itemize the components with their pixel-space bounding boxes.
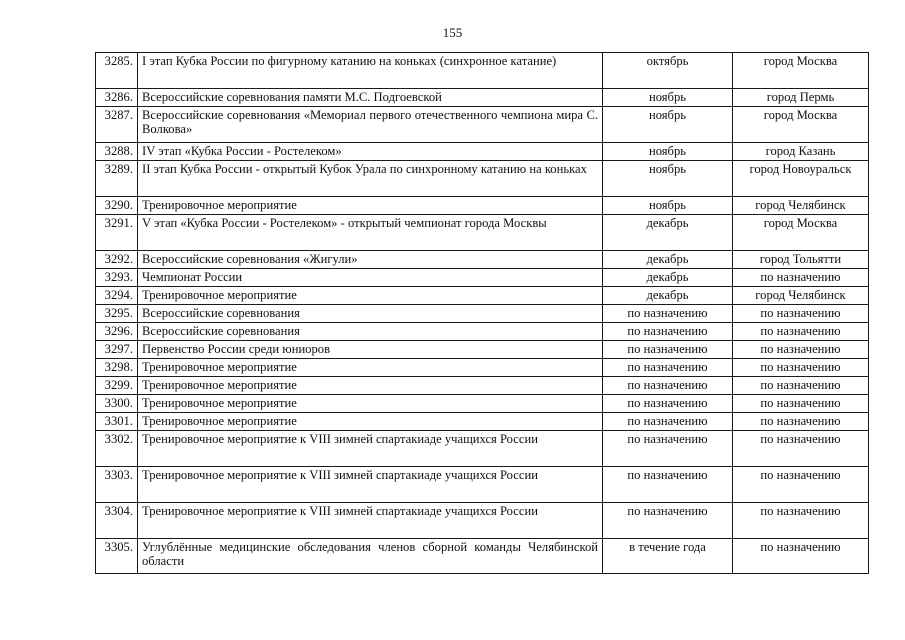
event-name: Всероссийские соревнования «Мемориал первого отечественного чемпиона мира С. Волкова» — [138, 107, 603, 143]
event-place: по назначению — [733, 269, 869, 287]
row-number: 3297. — [96, 341, 138, 359]
row-number: 3298. — [96, 359, 138, 377]
event-date: ноябрь — [603, 107, 733, 143]
row-number: 3286. — [96, 89, 138, 107]
row-number: 3288. — [96, 143, 138, 161]
event-date: ноябрь — [603, 89, 733, 107]
event-date: по назначению — [603, 467, 733, 503]
row-number: 3299. — [96, 377, 138, 395]
event-name: Тренировочное мероприятие — [138, 377, 603, 395]
event-name: I этап Кубка России по фигурному катанию на коньках (синхронное катание) — [138, 53, 603, 89]
row-number: 3290. — [96, 197, 138, 215]
row-number: 3304. — [96, 503, 138, 539]
event-place: по назначению — [733, 377, 869, 395]
event-name: Всероссийские соревнования — [138, 305, 603, 323]
event-name: Тренировочное мероприятие к VIII зимней спартакиаде учащихся России — [138, 431, 603, 467]
event-date: по назначению — [603, 359, 733, 377]
row-number: 3292. — [96, 251, 138, 269]
event-place: по назначению — [733, 305, 869, 323]
row-number: 3287. — [96, 107, 138, 143]
event-name: Всероссийские соревнования — [138, 323, 603, 341]
event-name: Всероссийские соревнования памяти М.С. Подгоевской — [138, 89, 603, 107]
event-name: Тренировочное мероприятие — [138, 413, 603, 431]
event-date: по назначению — [603, 305, 733, 323]
events-table — [95, 52, 869, 574]
row-number: 3303. — [96, 467, 138, 503]
event-date: по назначению — [603, 395, 733, 413]
table-row — [96, 215, 869, 251]
table-row — [96, 431, 869, 467]
table-row — [96, 107, 869, 143]
row-number: 3302. — [96, 431, 138, 467]
event-place: город Москва — [733, 107, 869, 143]
event-place: по назначению — [733, 359, 869, 377]
event-place: по назначению — [733, 539, 869, 574]
event-place: по назначению — [733, 431, 869, 467]
table-row — [96, 503, 869, 539]
event-date: ноябрь — [603, 161, 733, 197]
event-place: по назначению — [733, 341, 869, 359]
table-row — [96, 305, 869, 323]
event-date: ноябрь — [603, 143, 733, 161]
event-place: город Казань — [733, 143, 869, 161]
event-name: Первенство России среди юниоров — [138, 341, 603, 359]
event-date: декабрь — [603, 251, 733, 269]
table-row — [96, 287, 869, 305]
event-place: по назначению — [733, 395, 869, 413]
event-name: Чемпионат России — [138, 269, 603, 287]
event-name: Тренировочное мероприятие к VIII зимней спартакиаде учащихся России — [138, 467, 603, 503]
table-row — [96, 161, 869, 197]
table-row — [96, 539, 869, 574]
event-place: город Москва — [733, 215, 869, 251]
table-row — [96, 89, 869, 107]
row-number: 3300. — [96, 395, 138, 413]
event-date: ноябрь — [603, 197, 733, 215]
row-number: 3289. — [96, 161, 138, 197]
event-place: город Пермь — [733, 89, 869, 107]
event-date: по назначению — [603, 377, 733, 395]
table-row — [96, 377, 869, 395]
event-place: по назначению — [733, 323, 869, 341]
table-row — [96, 395, 869, 413]
table-row — [96, 467, 869, 503]
event-name: Всероссийские соревнования «Жигули» — [138, 251, 603, 269]
event-date: по назначению — [603, 341, 733, 359]
event-name: IV этап «Кубка России - Ростелеком» — [138, 143, 603, 161]
row-number: 3296. — [96, 323, 138, 341]
row-number: 3301. — [96, 413, 138, 431]
event-date: в течение года — [603, 539, 733, 574]
event-name: V этап «Кубка России - Ростелеком» - открытый чемпионат города Москвы — [138, 215, 603, 251]
event-place: город Челябинск — [733, 197, 869, 215]
event-place: город Новоуральск — [733, 161, 869, 197]
event-date: декабрь — [603, 215, 733, 251]
table-row — [96, 413, 869, 431]
table-row — [96, 341, 869, 359]
event-name: Углублённые медицинские обследования членов сборной команды Челябинской области — [138, 539, 603, 574]
row-number: 3293. — [96, 269, 138, 287]
event-date: по назначению — [603, 413, 733, 431]
event-place: город Москва — [733, 53, 869, 89]
event-name: Тренировочное мероприятие — [138, 359, 603, 377]
page-number: 155 — [442, 25, 463, 40]
row-number: 3285. — [96, 53, 138, 89]
row-number: 3291. — [96, 215, 138, 251]
event-place: по назначению — [733, 467, 869, 503]
event-date: декабрь — [603, 287, 733, 305]
event-date: по назначению — [603, 431, 733, 467]
table-row — [96, 197, 869, 215]
event-name: Тренировочное мероприятие — [138, 197, 603, 215]
event-name: Тренировочное мероприятие — [138, 395, 603, 413]
table-row — [96, 269, 869, 287]
event-date: по назначению — [603, 323, 733, 341]
event-place: город Тольятти — [733, 251, 869, 269]
table-row — [96, 53, 869, 89]
table-row — [96, 323, 869, 341]
event-place: город Челябинск — [733, 287, 869, 305]
row-number: 3295. — [96, 305, 138, 323]
event-place: по назначению — [733, 503, 869, 539]
table-row — [96, 251, 869, 269]
event-place: по назначению — [733, 413, 869, 431]
event-date: декабрь — [603, 269, 733, 287]
row-number: 3305. — [96, 539, 138, 574]
event-name: Тренировочное мероприятие — [138, 287, 603, 305]
event-name: Тренировочное мероприятие к VIII зимней спартакиаде учащихся России — [138, 503, 603, 539]
event-name: II этап Кубка России - открытый Кубок Урала по синхронному катанию на коньках — [138, 161, 603, 197]
table-row — [96, 359, 869, 377]
event-date: октябрь — [603, 53, 733, 89]
table-row — [96, 143, 869, 161]
row-number: 3294. — [96, 287, 138, 305]
event-date: по назначению — [603, 503, 733, 539]
